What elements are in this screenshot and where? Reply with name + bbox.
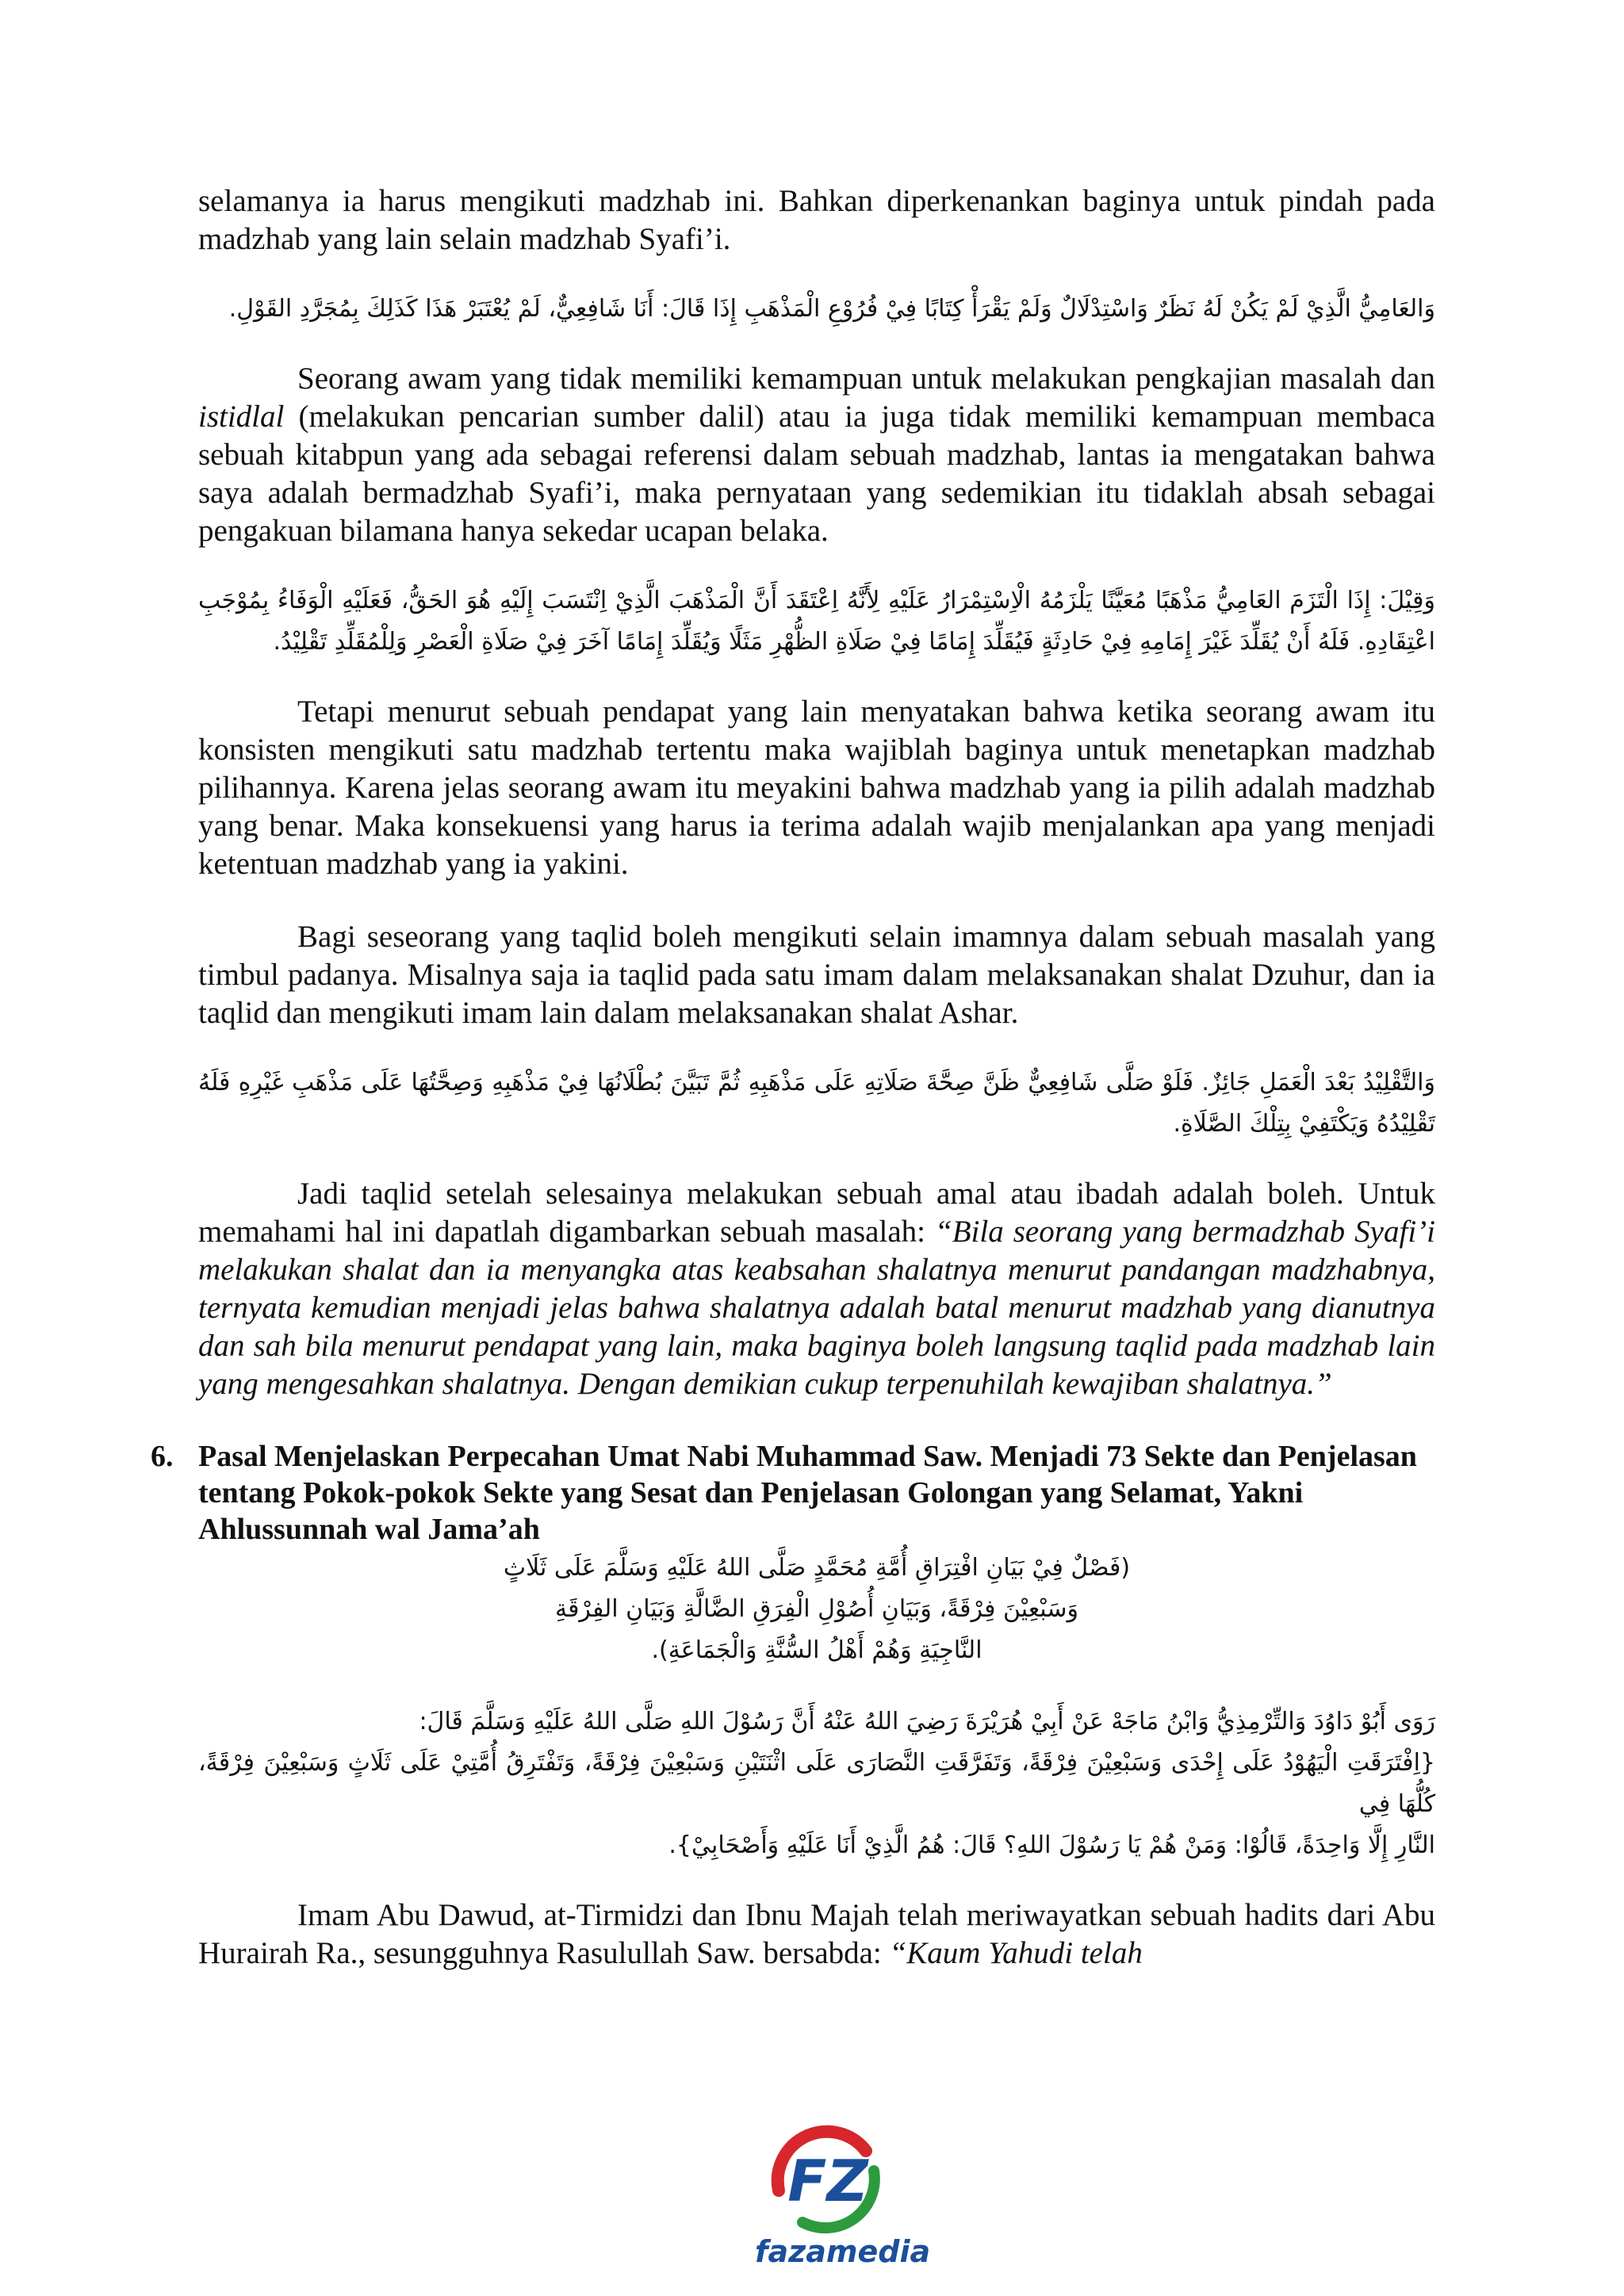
logo-text: fazamedia (755, 2234, 931, 2269)
section-title: Pasal Menjelaskan Perpecahan Umat Nabi Muhammad Saw. Menjadi 73 Sekte dan Penjelasan tentang Pokok-pokok Sekte yang Sesat dan Penjelasan Golongan yang Selamat, Yakni Ahlussunnah wal Jama’ah (198, 1440, 1417, 1546)
fazamedia-logo-icon (755, 2115, 898, 2234)
fazamedia-logo (755, 2115, 931, 2274)
paragraph-6-italic-quote: “Kaum Yahudi telah (889, 1936, 1143, 1970)
paragraph-2-italic-term: istidlal (198, 400, 285, 434)
arabic-heading-line-3: النَّاجِيَةِ وَهُمْ أَهْلُ السُّنَّةِ وَالْجَمَاعَةِ). (651, 1636, 982, 1664)
arabic-quote-2: وَقِيْلَ: إِذَا الْتَزَمَ العَامِيُّ مَذْهَبًا مُعَيَّنًا يَلْزَمُهُ الْاِسْتِمْرَارُ عَلَيْهِ لِأَنَّهُ اِعْتَقَدَ أَنَّ الْمَذْهَبَ الَّذِيْ اِنْتَسَبَ إِلَيْهِ هُوَ الحَقُّ، فَعَلَيْهِ الْوَفَاءُ بِمُوْجَبِ اعْتِقَادِهِ. فَلَهُ أَنْ يُقَلِّدَ غَيْرَ إِمَامِهِ فِيْ حَادِثَةٍ فَيُقَلِّدَ إِمَامًا فِيْ صَلَاةِ الظُّهْرِ مَثَلًا وَيُقَلِّدَ إِمَامًا آخَرَ فِيْ صَلَاةِ الْعَصْرِ وَلِلْمُقَلِّدِ تَقْلِيْدُ. (198, 587, 1435, 656)
paragraph-2-text-b: (melakukan pencarian sumber dalil) atau ia juga tidak memiliki kemampuan membaca sebuah kitabpun yang ada sebagai referensi dalam sebuah madzhab, lantas ia mengatakan bahwa saya adalah bermadzhab Syafi’i, maka pernyataan yang sedemikian itu tidaklah absah sebagai pengakuan bilamana hanya sekedar ucapan belaka. (198, 400, 1435, 548)
arabic-quote-1: وَالعَامِيُّ الَّذِيْ لَمْ يَكُنْ لَهُ نَظَرٌ وَاسْتِدْلَالٌ وَلَمْ يَقْرَأْ كِتَابًا فِيْ فُرُوْعِ الْمَذْهَبِ إِذَا قَالَ: أَنَا شَافِعِيٌّ، لَمْ يُعْتَبَرْ هَذَا كَذَلِكَ بِمُجَرَّدِ القَوْلِ. (228, 295, 1435, 323)
paragraph-1: selamanya ia harus mengikuti madzhab ini. Bahkan diperkenankan baginya untuk pindah pada madzhab yang lain selain madzhab Syafi’i. (198, 184, 1435, 256)
paragraph-3: Tetapi menurut sebuah pendapat yang lain menyatakan bahwa ketika seorang awam itu konsisten mengikuti satu madzhab tertentu maka wajiblah baginya untuk menetapkan madzhab pilihannya. Karena jelas seorang awam itu meyakini bahwa madzhab yang ia pilih adalah madzhab yang benar. Maka konsekuensi yang harus ia terima adalah wajib menjalankan apa yang menjadi ketentuan madzhab yang ia yakini. (198, 695, 1435, 881)
paragraph-2 (198, 360, 1435, 550)
paragraph-6 (198, 1896, 1435, 1973)
document-page (151, 182, 1435, 1973)
arabic-hadith-line-3: النَّارِ إِلَّا وَاحِدَةً، قَالُوْا: وَمَنْ هُمْ يَا رَسُوْلَ اللهِ؟ قَالَ: هُمُ الَّذِيْ أَنَا عَلَيْهِ وَأَصْحَابِيْ}. (668, 1831, 1435, 1859)
arabic-heading-line-1: (فَصْلٌ فِيْ بَيَانِ افْتِرَاقِ أُمَّةِ مُحَمَّدٍ صَلَّى اللهُ عَلَيْهِ وَسَلَّمَ عَلَى ثَلَاثٍ (503, 1554, 1131, 1582)
arabic-quote-3: وَالتَّقْلِيْدُ بَعْدَ الْعَمَلِ جَائِزٌ. فَلَوْ صَلَّى شَافِعِيٌّ ظَنَّ صِحَّةَ صَلَاتِهِ عَلَى مَذْهَبِهِ ثُمَّ تَبَيَّنَ بُطْلَانُهَا فِيْ مَذْهَبِهِ وَصِحَّتُهَا عَلَى مَذْهَبِ غَيْرِهِ فَلَهُ تَقْلِيْدُهُ وَيَكْتَفِيْ بِتِلْكَ الصَّلَاةِ. (198, 1069, 1435, 1138)
arabic-heading-line-2: وَسَبْعِيْنَ فِرْقَةً، وَبَيَانِ أُصُوْلِ الْفِرَقِ الضَّالَّةِ وَبَيَانِ الفِرْقَةِ (555, 1595, 1078, 1623)
paragraph-4: Bagi seseorang yang taqlid boleh mengikuti selain imamnya dalam sebuah masalah yang timbul padanya. Misalnya saja ia taqlid pada satu imam dalam melaksanakan shalat Dzuhur, dan ia taqlid dan mengikuti imam lain dalam melaksanakan shalat Ashar. (198, 920, 1435, 1030)
section-number: 6. (151, 1440, 174, 1473)
logo-mark: FZ (787, 2148, 868, 2214)
paragraph-6-text: Imam Abu Dawud, at-Tirmidzi dan Ibnu Majah telah meriwayatkan sebuah hadits dari Abu Hurairah Ra., sesungguhnya Rasulullah Saw. bersabda: (198, 1898, 1435, 1970)
section-heading (151, 1438, 1435, 1548)
paragraph-5 (198, 1175, 1435, 1403)
paragraph-5-text: Jadi taqlid setelah selesainya melakukan sebuah amal atau ibadah adalah boleh. Untuk memahami hal ini dapatlah digambarkan sebuah masalah: (198, 1177, 1435, 1249)
paragraph-2-text-a: Seorang awam yang tidak memiliki kemampuan untuk melakukan pengkajian masalah dan (297, 362, 1435, 396)
paragraph-5-italic-quote: “Bila seorang yang bermadzhab Syafi’i melakukan shalat dan ia menyangka atas keabsahan shalatnya menurut pandangan madzhabnya, ternyata kemudian menjadi jelas bahwa shalatnya adalah batal menurut madzhab yang dianutnya dan sah bila menurut pendapat yang lain, maka baginya boleh langsung taqlid pada madzhab lain yang mengesahkan shalatnya. Dengan demikian cukup terpenuhilah kewajiban shalatnya.” (198, 1215, 1435, 1401)
arabic-hadith-line-1: رَوَى أَبُوْ دَاوُدَ وَالتِّرْمِذِيُّ وَابْنُ مَاجَهْ عَنْ أَبِيْ هُرَيْرَةَ رَضِيَ اللهُ عَنْهُ أَنَّ رَسُوْلَ اللهِ صَلَّى اللهُ عَلَيْهِ وَسَلَّمَ قَالَ: (419, 1708, 1435, 1735)
arabic-hadith-line-2: {اِفْتَرَقَتِ الْيَهُوْدُ عَلَى إِحْدَى وَسَبْعِيْنَ فِرْقَةً، وَتَفَرَّقَتِ النَّصَارَى عَلَى اثْنَتَيْنِ وَسَبْعِيْنَ فِرْقَةً، وَتَفْتَرِقُ أُمَّتِيْ عَلَى ثَلَاثٍ وَسَبْعِيْنَ فِرْقَةً، كُلُّهَا فِي (198, 1749, 1435, 1818)
